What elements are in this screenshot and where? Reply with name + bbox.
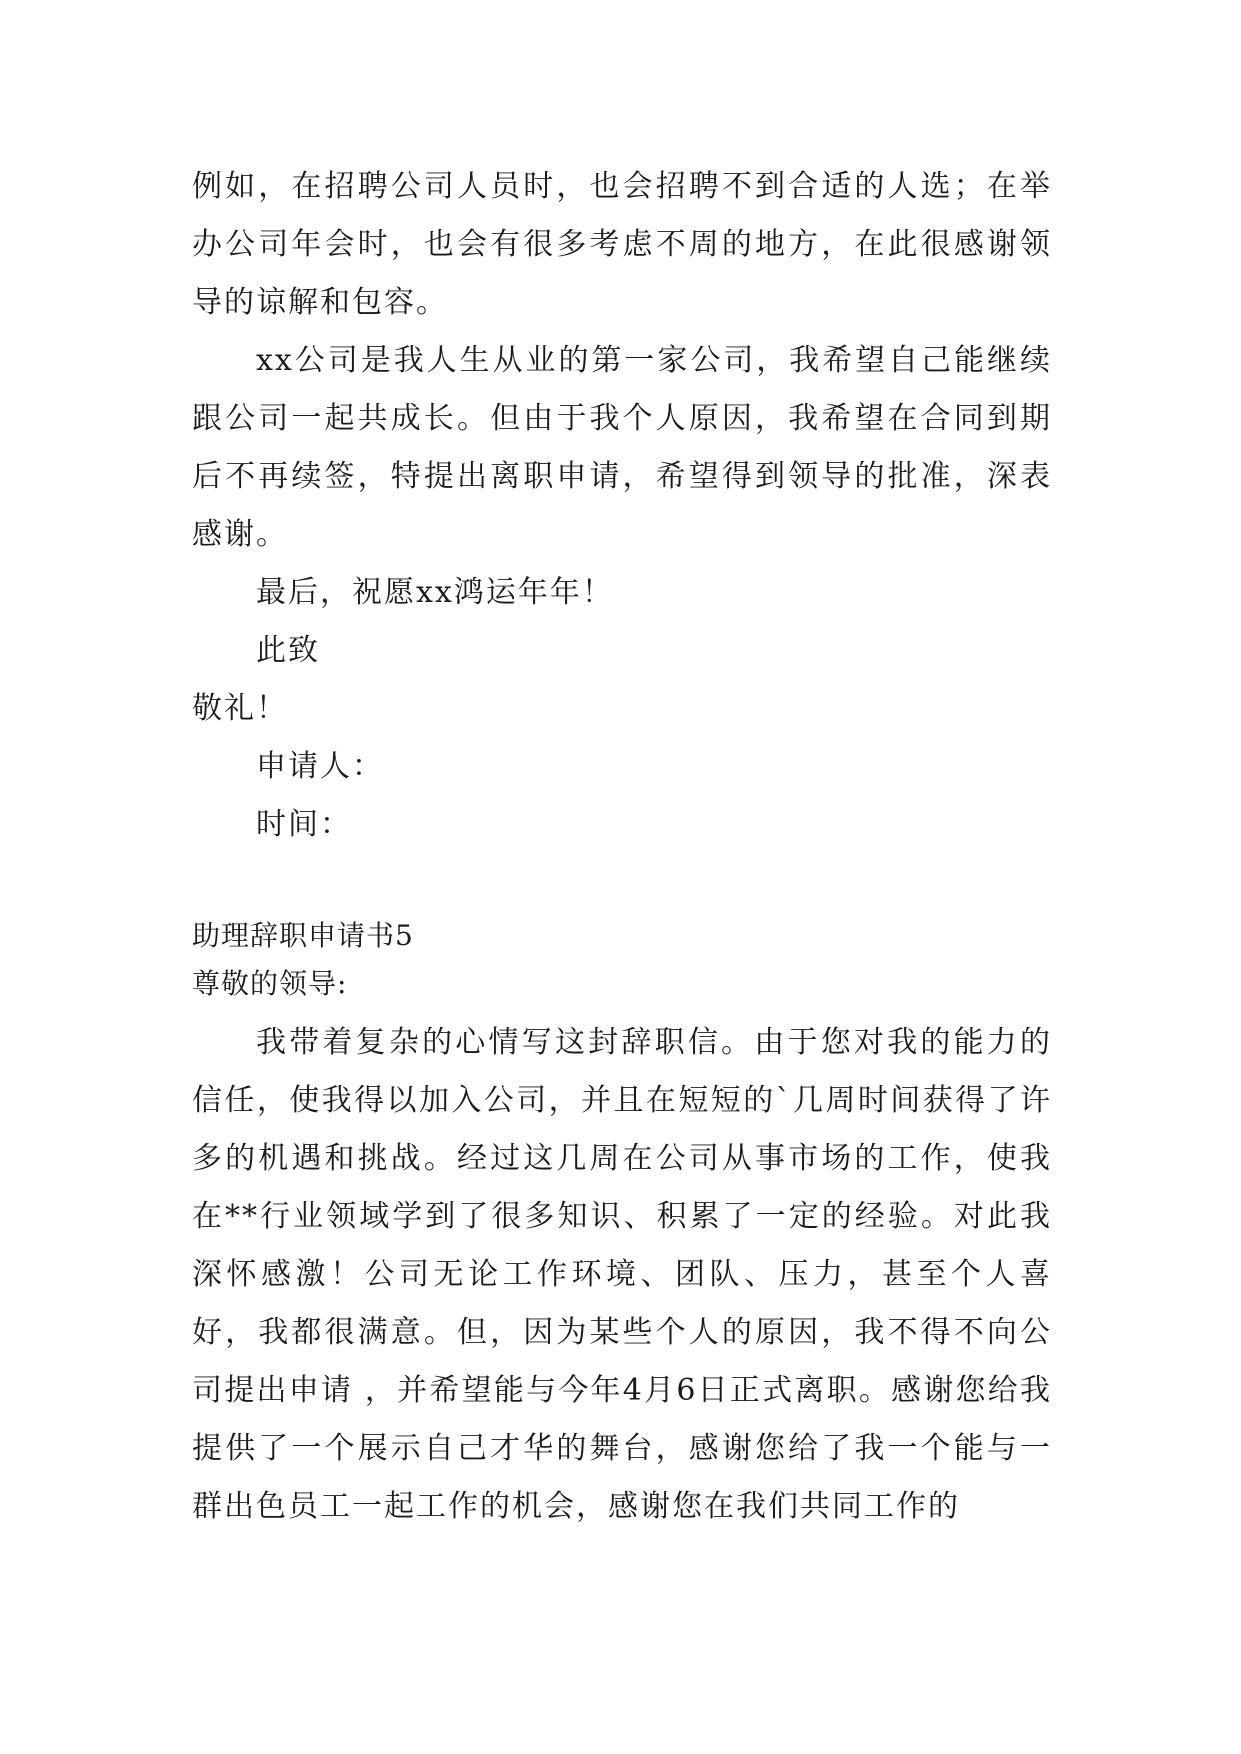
salutation: 尊敬的领导: (192, 967, 348, 1000)
paragraph-4: 我带着复杂的心情写这封辞职信。由于您对我的能力的信任，使我得以加入公司，并且在短短的`几周时间获得了许多的机遇和挑战。经过这几周在公司从事市场的工作，使我在**行业领域学到了很多知识、积累了一定的经验。对此我深怀感激！公司无论工作环境、团队、压力，甚至个人喜好，我都很满意。但，因为某些个人的原因，我不得不向公司提出申请 ，并希望能与今年4月6日正式离职。感谢您给我提供了一个展示自己才华的舞台，感谢您给了我一个能与一群出色员工一起工作的机会，感谢您在我们共同工作的 (192, 1025, 1052, 1524)
closing-jing-li: 敬礼！ (192, 691, 288, 726)
paragraph-2: xx公司是我人生从业的第一家公司，我希望自己能继续跟公司一起共成长。但由于我个人原因，我希望在合同到期后不再续签，特提出离职申请，希望得到领导的批准，深表感谢。 (192, 343, 1052, 552)
closing-wish: 最后，祝愿xx鸿运年年！ (256, 575, 614, 610)
applicant-label: 申请人： (256, 749, 384, 784)
document-body (192, 158, 1052, 1536)
section-title: 助理辞职申请书5 (192, 919, 414, 952)
date-label: 时间： (256, 807, 352, 842)
section-gap (192, 854, 1052, 912)
paragraph-1: 例如，在招聘公司人员时，也会招聘不到合适的人选；在举办公司年会时，也会有很多考虑不周的地方，在此很感谢领导的谅解和包容。 (192, 169, 1052, 320)
closing-ci-zhi: 此致 (256, 633, 320, 668)
